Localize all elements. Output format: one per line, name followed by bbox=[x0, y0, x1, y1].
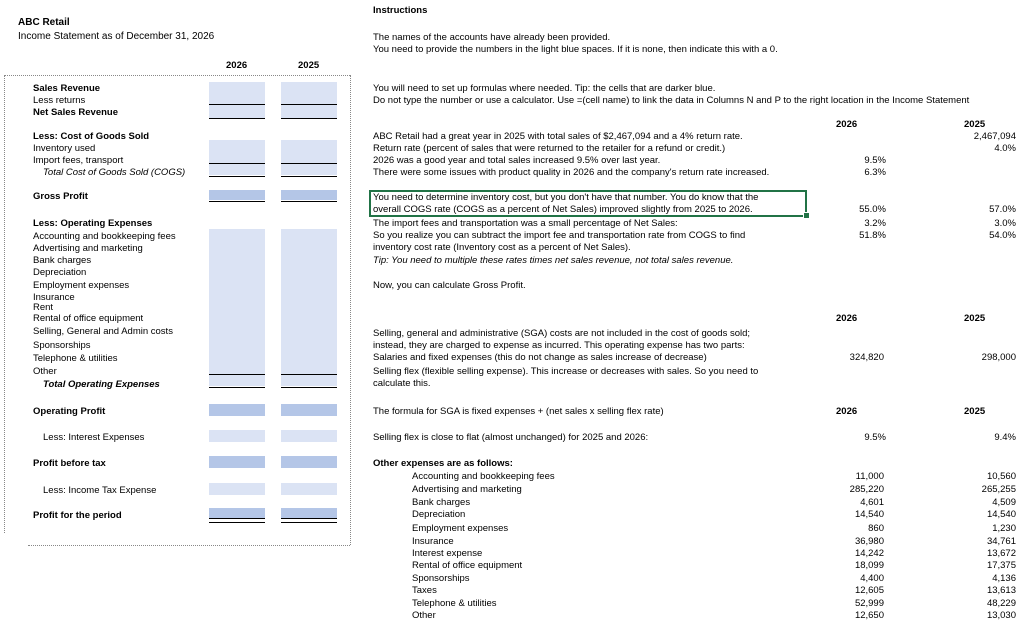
instruction-p8: Selling flex is close to flat (almost unchanged) for 2025 and 2026: bbox=[373, 432, 649, 443]
other-value-2025[interactable]: 34,761 bbox=[986, 536, 1016, 547]
label-sales-revenue: Sales Revenue bbox=[33, 83, 101, 94]
value-inventory-2026[interactable]: 51.8% bbox=[859, 230, 886, 241]
hdr-2026-c: 2026 bbox=[836, 406, 858, 417]
rule bbox=[209, 118, 265, 119]
other-value-2025[interactable]: 4,509 bbox=[992, 497, 1016, 508]
other-value-2025[interactable]: 265,255 bbox=[981, 484, 1016, 495]
statement-subtitle: Income Statement as of December 31, 2026 bbox=[18, 31, 215, 42]
label-total-cogs: Total Cost of Goods Sold (COGS) bbox=[43, 167, 186, 178]
value-cogs-2026[interactable]: 55.0% bbox=[859, 204, 886, 215]
input-cell-2026-sales[interactable] bbox=[209, 82, 265, 104]
other-value-2026[interactable]: 36,980 bbox=[854, 536, 884, 547]
other-value-2025[interactable]: 4,136 bbox=[992, 573, 1016, 584]
input-cell-2026-tax[interactable] bbox=[209, 483, 265, 495]
label-operating-profit: Operating Profit bbox=[33, 406, 106, 417]
other-value-2026[interactable]: 18,099 bbox=[854, 560, 884, 571]
other-expenses-title: Other expenses are as follows: bbox=[373, 458, 513, 469]
instruction-p6c: Salaries and fixed expenses (this do not change as sales increase of decrease) bbox=[373, 352, 707, 363]
label-less-cogs: Less: Cost of Goods Sold bbox=[33, 131, 150, 142]
other-label: Sponsorships bbox=[412, 573, 470, 584]
input-cell-2025-sales[interactable] bbox=[281, 82, 337, 104]
instruction-p3d: There were some issues with product quality in 2026 and the company's return rate increased. bbox=[373, 167, 770, 178]
other-value-2025[interactable]: 14,540 bbox=[986, 509, 1016, 520]
other-value-2026[interactable]: 12,650 bbox=[854, 610, 884, 621]
label-less-interest: Less: Interest Expenses bbox=[43, 432, 145, 443]
other-label: Rental of office equipment bbox=[412, 560, 523, 571]
col-header-2025: 2025 bbox=[298, 60, 320, 71]
input-cell-2026-total-opex[interactable] bbox=[209, 378, 265, 386]
input-cell-2025-tax[interactable] bbox=[281, 483, 337, 495]
label-less-returns: Less returns bbox=[33, 95, 86, 106]
label-total-opex: Total Operating Expenses bbox=[43, 379, 160, 390]
company-name: ABC Retail bbox=[18, 17, 70, 28]
label-opex-sponsorships: Sponsorships bbox=[33, 340, 91, 351]
label-profit-period: Profit for the period bbox=[33, 510, 122, 521]
formula-cell-2025-profit-before-tax[interactable] bbox=[281, 456, 337, 468]
value-return-2026[interactable]: 6.3% bbox=[864, 167, 886, 178]
other-value-2025[interactable]: 48,229 bbox=[986, 598, 1016, 609]
instruction-p4b: overall COGS rate (COGS as a percent of Net Sales) improved slightly from 2025 to 2026. bbox=[373, 204, 753, 215]
border-right bbox=[350, 75, 351, 545]
label-inventory-used: Inventory used bbox=[33, 143, 96, 154]
label-opex-rent: Rent bbox=[33, 302, 54, 313]
input-cell-2025-cogs[interactable] bbox=[281, 140, 337, 163]
label-opex-rental-office: Rental of office equipment bbox=[33, 313, 144, 324]
value-import-2026[interactable]: 3.2% bbox=[864, 218, 886, 229]
other-value-2026[interactable]: 14,242 bbox=[854, 548, 884, 559]
formula-cell-2026-profit-before-tax[interactable] bbox=[209, 456, 265, 468]
rule bbox=[281, 118, 337, 119]
other-value-2026[interactable]: 14,540 bbox=[854, 509, 884, 520]
value-fixed-2025[interactable]: 298,000 bbox=[981, 352, 1016, 363]
border-bottom bbox=[28, 545, 350, 546]
rule bbox=[209, 387, 265, 388]
formula-cell-2026-operating-profit[interactable] bbox=[209, 404, 265, 416]
other-value-2025[interactable]: 13,672 bbox=[986, 548, 1016, 559]
input-cell-2025-total-opex[interactable] bbox=[281, 378, 337, 386]
formula-cell-2025-gross-profit[interactable] bbox=[281, 190, 337, 200]
instruction-p4d: So you realize you can subtract the import fee and transportation rate from COGS to find bbox=[373, 230, 746, 241]
other-value-2025[interactable]: 10,560 bbox=[986, 471, 1016, 482]
label-opex-insurance: Insurance bbox=[33, 292, 75, 303]
other-label: Employment expenses bbox=[412, 523, 509, 534]
value-inventory-2025[interactable]: 54.0% bbox=[989, 230, 1016, 241]
label-opex-other: Other bbox=[33, 366, 57, 377]
other-value-2026[interactable]: 4,400 bbox=[860, 573, 884, 584]
other-label: Accounting and bookkeeping fees bbox=[412, 471, 555, 482]
label-import-fees: Import fees, transport bbox=[33, 155, 124, 166]
other-value-2026[interactable]: 285,220 bbox=[849, 484, 884, 495]
border-left bbox=[4, 75, 5, 533]
rule bbox=[209, 176, 265, 177]
instruction-p6b: instead, they are charged to expense as incurred. This operating expense has two parts: bbox=[373, 340, 745, 351]
label-less-tax: Less: Income Tax Expense bbox=[43, 485, 157, 496]
value-flex-2026[interactable]: 9.5% bbox=[864, 432, 886, 443]
input-cell-2025-interest[interactable] bbox=[281, 430, 337, 442]
input-cell-2026-total-cogs[interactable] bbox=[209, 167, 265, 175]
rule bbox=[281, 518, 337, 523]
hdr-2025-b: 2025 bbox=[964, 313, 986, 324]
instructions-title: Instructions bbox=[373, 5, 428, 16]
formula-cell-2026-gross-profit[interactable] bbox=[209, 190, 265, 200]
instruction-p4e: inventory cost rate (Inventory cost as a percent of Net Sales). bbox=[373, 242, 631, 253]
rule bbox=[281, 201, 337, 202]
hdr-2025-c: 2025 bbox=[964, 406, 986, 417]
instruction-p3b: Return rate (percent of sales that were returned to the retailer for a refund or credit.) bbox=[373, 143, 726, 154]
label-less-opex: Less: Operating Expenses bbox=[33, 218, 153, 229]
other-label: Insurance bbox=[412, 536, 454, 547]
instruction-p1b: You need to provide the numbers in the light blue spaces. If it is none, then indicate this with a 0. bbox=[373, 44, 778, 55]
hdr-2026-b: 2026 bbox=[836, 313, 858, 324]
col-header-2026: 2026 bbox=[226, 60, 248, 71]
instruction-p3c: 2026 was a good year and total sales increased 9.5% over last year. bbox=[373, 155, 661, 166]
label-opex-telephone: Telephone & utilities bbox=[33, 353, 118, 364]
other-value-2025[interactable]: 17,375 bbox=[986, 560, 1016, 571]
value-sales-2025[interactable]: 2,467,094 bbox=[973, 131, 1016, 142]
other-label: Other bbox=[412, 610, 436, 621]
instruction-p6d: Selling flex (flexible selling expense). This increase or decreases with sales. So you need to bbox=[373, 366, 759, 377]
label-gross-profit: Gross Profit bbox=[33, 191, 88, 202]
label-opex-depreciation: Depreciation bbox=[33, 267, 87, 278]
input-cell-2026-interest[interactable] bbox=[209, 430, 265, 442]
input-cell-2025-total-cogs[interactable] bbox=[281, 167, 337, 175]
value-growth-2026[interactable]: 9.5% bbox=[864, 155, 886, 166]
label-opex-accounting: Accounting and bookkeeping fees bbox=[33, 231, 176, 242]
other-value-2026[interactable]: 12,605 bbox=[854, 585, 884, 596]
other-label: Taxes bbox=[412, 585, 437, 596]
formula-cell-2025-profit-period[interactable] bbox=[281, 508, 337, 518]
instruction-p2b: Do not type the number or use a calculator. Use =(cell name) to link the data in Columns N and P to the right location in the Income Statement bbox=[373, 95, 970, 106]
other-label: Telephone & utilities bbox=[412, 598, 497, 609]
other-value-2026[interactable]: 11,000 bbox=[855, 471, 884, 482]
other-label: Depreciation bbox=[412, 509, 466, 520]
other-value-2026[interactable]: 860 bbox=[868, 523, 884, 534]
hdr-2026-a: 2026 bbox=[836, 119, 858, 130]
hdr-2025-a: 2025 bbox=[964, 119, 986, 130]
value-flex-2025[interactable]: 9.4% bbox=[994, 432, 1016, 443]
input-cell-2026-net-sales[interactable] bbox=[209, 108, 265, 118]
instruction-p1a: The names of the accounts have already been provided. bbox=[373, 32, 611, 43]
rule bbox=[209, 201, 265, 202]
input-cell-2025-opex[interactable] bbox=[281, 229, 337, 374]
border-top bbox=[4, 75, 350, 76]
other-value-2026[interactable]: 52,999 bbox=[854, 598, 884, 609]
instruction-p3a: ABC Retail had a great year in 2025 with total sales of $2,467,094 and a 4% return rate. bbox=[373, 131, 743, 142]
value-cogs-2025[interactable]: 57.0% bbox=[989, 204, 1016, 215]
other-value-2025[interactable]: 13,613 bbox=[986, 585, 1016, 596]
rule bbox=[281, 176, 337, 177]
formula-cell-2025-operating-profit[interactable] bbox=[281, 404, 337, 416]
other-label: Interest expense bbox=[412, 548, 483, 559]
instruction-p7: The formula for SGA is fixed expenses + (net sales x selling flex rate) bbox=[373, 406, 664, 417]
input-cell-2026-cogs[interactable] bbox=[209, 140, 265, 163]
instruction-p2a: You will need to set up formulas where needed. Tip: the cells that are darker blue. bbox=[373, 83, 716, 94]
value-fixed-2026[interactable]: 324,820 bbox=[849, 352, 884, 363]
input-cell-2025-net-sales[interactable] bbox=[281, 108, 337, 118]
instruction-p4f: Tip: You need to multiple these rates times net sales revenue, not total sales revenue. bbox=[373, 255, 734, 266]
label-profit-before-tax: Profit before tax bbox=[33, 458, 106, 469]
label-opex-advertising: Advertising and marketing bbox=[33, 243, 143, 254]
fill-handle[interactable] bbox=[803, 212, 810, 219]
value-return-2025[interactable]: 4.0% bbox=[994, 143, 1016, 154]
other-value-2025[interactable]: 13,030 bbox=[986, 610, 1016, 621]
label-net-sales: Net Sales Revenue bbox=[33, 107, 119, 118]
other-label: Bank charges bbox=[412, 497, 471, 508]
rule bbox=[281, 387, 337, 388]
label-opex-sga: Selling, General and Admin costs bbox=[33, 326, 173, 337]
instruction-p4c: The import fees and transportation was a small percentage of Net Sales: bbox=[373, 218, 678, 229]
rule bbox=[209, 518, 265, 523]
label-opex-employment: Employment expenses bbox=[33, 280, 130, 291]
other-label: Advertising and marketing bbox=[412, 484, 522, 495]
input-cell-2026-opex[interactable] bbox=[209, 229, 265, 374]
instruction-p6e: calculate this. bbox=[373, 378, 431, 389]
instruction-p5: Now, you can calculate Gross Profit. bbox=[373, 280, 526, 291]
other-value-2026[interactable]: 4,601 bbox=[860, 497, 884, 508]
other-value-2025[interactable]: 1,230 bbox=[992, 523, 1016, 534]
instruction-p4a: You need to determine inventory cost, but you don't have that number. You do know that the bbox=[373, 192, 759, 203]
formula-cell-2026-profit-period[interactable] bbox=[209, 508, 265, 518]
instruction-p6a: Selling, general and administrative (SGA) costs are not included in the cost of goods sold; bbox=[373, 328, 751, 339]
label-opex-bank: Bank charges bbox=[33, 255, 92, 266]
value-import-2025[interactable]: 3.0% bbox=[994, 218, 1016, 229]
